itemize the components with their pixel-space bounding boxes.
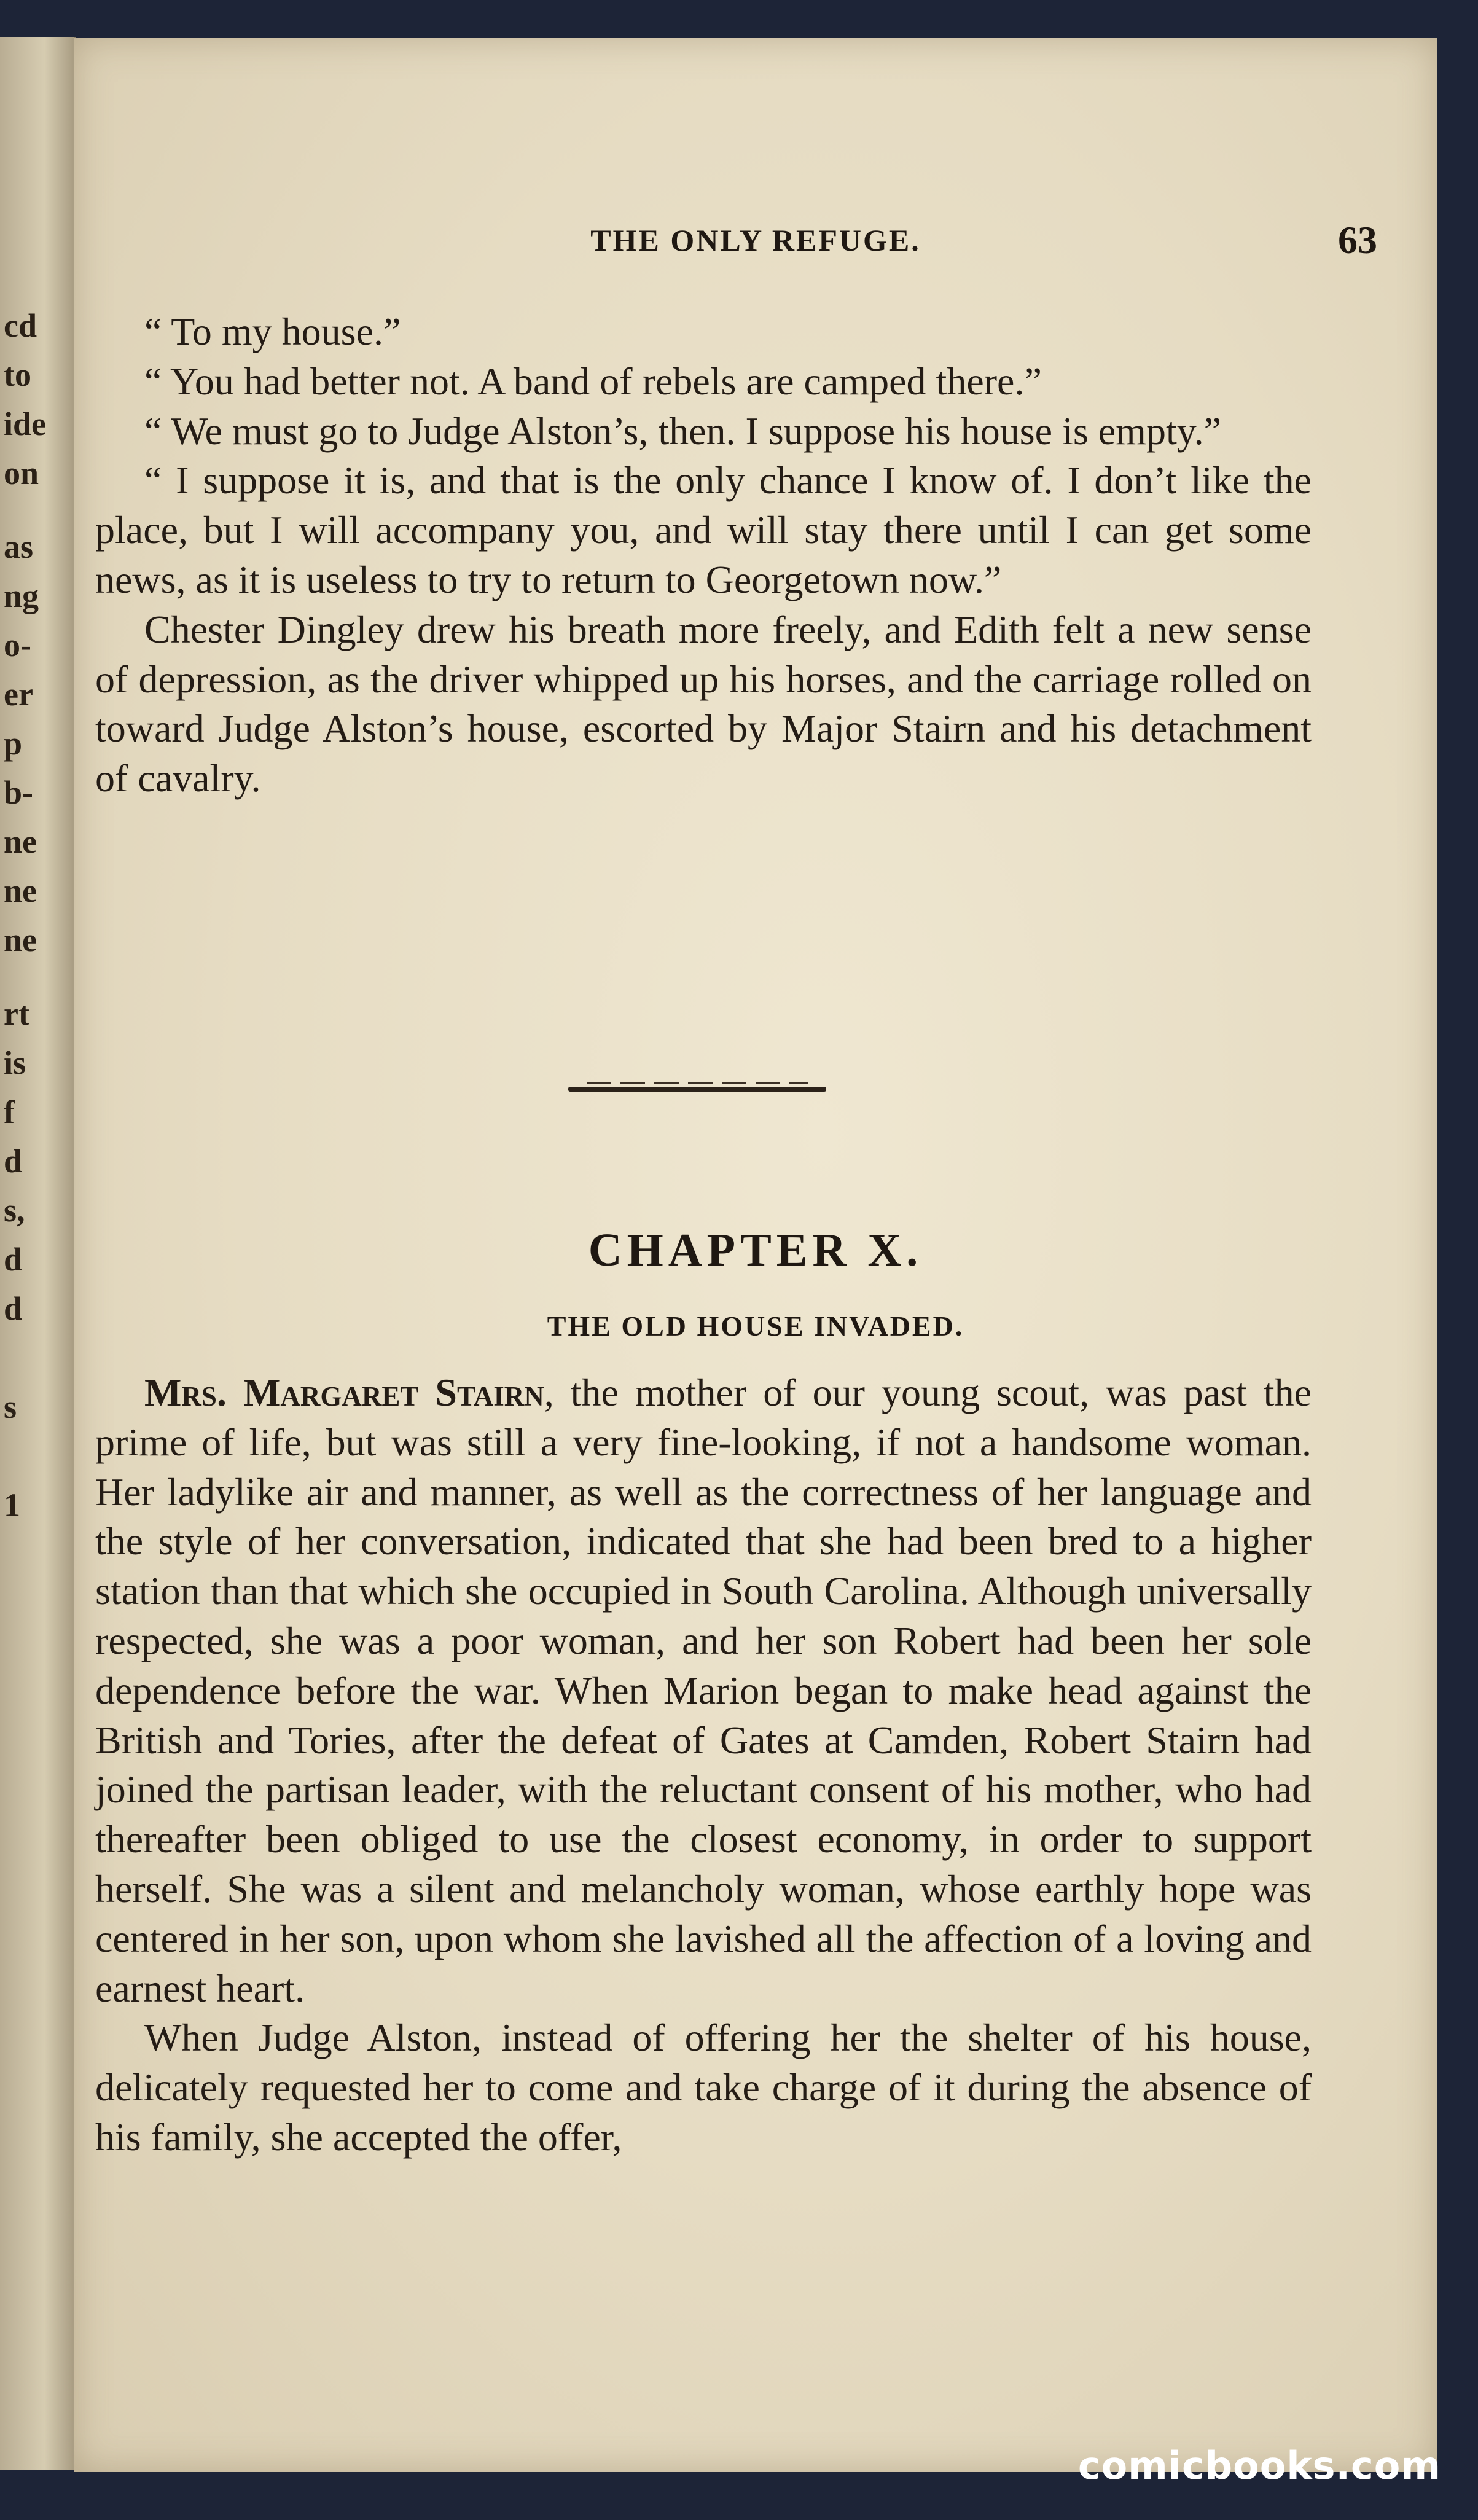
chapter-text-block	[95, 1368, 1312, 2162]
edge-fragment: er	[4, 676, 33, 713]
edge-fragment: s,	[4, 1192, 25, 1229]
paragraph	[95, 1368, 1312, 2013]
edge-fragment: d	[4, 1143, 23, 1180]
page-header	[74, 218, 1437, 262]
paragraph: “ I suppose it is, and that is the only chance I know of. I don’t like the place, but I will accompany you, and will stay there until I can get some news, as it is useless to try to return to Georgetown now.”	[95, 458, 1312, 601]
top-text-block	[95, 307, 1312, 804]
adjacent-page-edge	[0, 37, 76, 2470]
edge-fragment: is	[4, 1044, 26, 1081]
edge-fragment: o-	[4, 627, 31, 663]
edge-fragment: s	[4, 1388, 17, 1425]
edge-fragment: d	[4, 1241, 23, 1278]
paragraph: “ We must go to Judge Alston’s, then. I suppose his house is empty.”	[144, 409, 1221, 453]
paragraph: Chester Dingley drew his breath more freely, and Edith felt a new sense of depression, as the driver whipped up his horses, and the carriage rolled on toward Judge Alston’s house, escorted by Major Stairn and his detachment of cavalry.	[95, 607, 1312, 800]
edge-fragment: ng	[4, 577, 39, 614]
edge-fragment: p	[4, 725, 23, 762]
running-title: THE ONLY REFUGE.	[590, 223, 921, 257]
edge-fragment: ne	[4, 922, 37, 958]
edge-fragment: f	[4, 1094, 15, 1130]
edge-fragment: ne	[4, 872, 37, 909]
edge-fragment: b-	[4, 774, 34, 811]
section-divider	[568, 1087, 826, 1092]
paragraph-body: , the mother of our young scout, was past the prime of life, but was still a very fine-looking, if not a handsome woman. Her ladylike air and manner, as well as the correctness of her language and the style of her conversation, indicated that she had been bred to a higher station than that which she occupied in South Carolina. Although universally respected, she was a poor woman, and her son Robert had been her sole dependence before the war. When Marion began to make head against the British and Tories, after the defeat of Gates at Camden, Robert Stairn had joined the partisan leader, with the reluctant consent of his mother, who had thereafter been obliged to use the closest economy, in order to support herself. She was a silent and melancholy woman, whose earthly hope was centered in her son, upon whom she lavished all the affection of a loving and earnest heart.	[95, 1371, 1312, 2010]
edge-fragment: cd	[4, 307, 37, 344]
edge-fragment: as	[4, 528, 34, 565]
book-page	[74, 38, 1437, 2472]
watermark: comicbooks.com	[1077, 2443, 1441, 2488]
paragraph: “ You had better not. A band of rebels are camped there.”	[144, 359, 1042, 403]
paragraph: When Judge Alston, instead of offering her the shelter of his house, delicately requested her to come and take charge of it during the absence of his family, she accepted the offer,	[95, 2016, 1312, 2159]
chapter-subtitle: THE OLD HOUSE INVADED.	[547, 1310, 964, 1342]
edge-fragment: rt	[4, 995, 29, 1032]
edge-fragment: d	[4, 1290, 23, 1327]
edge-fragment: ide	[4, 405, 47, 442]
edge-fragment: 1	[4, 1487, 20, 1524]
edge-fragment: to	[4, 356, 31, 393]
paragraph-lead: Mrs. Margaret Stairn	[144, 1371, 544, 1414]
edge-fragment: on	[4, 455, 39, 491]
adjacent-page-fragments	[4, 37, 71, 1530]
page-number: 63	[1338, 218, 1377, 262]
edge-fragment: ne	[4, 823, 37, 860]
paragraph: “ To my house.”	[144, 310, 401, 353]
chapter-heading: CHAPTER X.	[588, 1224, 923, 1276]
